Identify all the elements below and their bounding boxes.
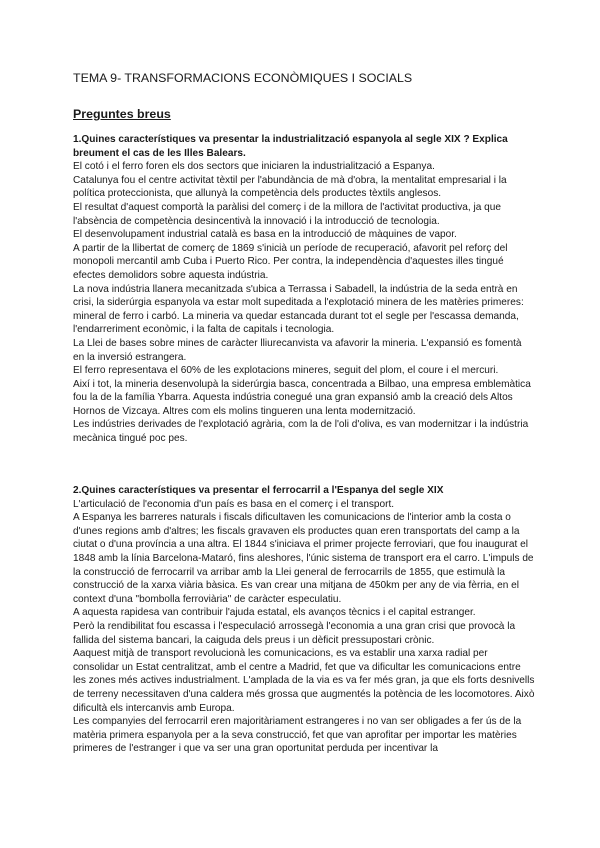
paragraph: A partir de la llibertat de comerç de 1869 s'inicià un període de recuperació, afavorit pel reforç del monopoli mercantil amb Cuba i Puerto Rico. Per contra, la independència d'aquestes illes tingué efectes demolidors sobre aquesta indústria. <box>73 242 508 281</box>
paragraph: A Espanya les barreres naturals i fiscals dificultaven les comunicacions de l'interior amb la costa o d'unes regions amb d'altres; les fiscals gravaven els productes quan eren transportats del camp a la ciutat o d'una província a una altra. El 1844 s'iniciava el primer projecte ferroviari, que fou inaugurat el 1848 amb la línia Barcelona-Mataró, fins aleshores, l'únic sistema de transport era el carro. L'impuls de la construcció de ferrocarril va arribar amb la Llei general de ferrocarrils de 1855, que estimulà la construcció de la xarxa viària bàsica. Es van crear una mitjana de 450km per any de via fèrria, en el context d'una "bombolla ferroviària" de caràcter especulatiu. <box>73 512 534 605</box>
paragraph: El desenvolupament industrial català es basa en la introducció de màquines de vapor. <box>73 229 457 241</box>
paragraph: Catalunya fou el centre activitat tèxtil per l'abundància de mà d'obra, la mentalitat empresarial i la política proteccionista, que allunyà la competència dels productes tèxtils anglesos. <box>73 174 507 200</box>
paragraph: Però la rendibilitat fou escassa i l'especulació arrossegà l'economia a una gran crisi que provocà la fallida del sistema bancari, la caiguda dels preus i un dèficit pressupostari crònic. <box>73 620 516 646</box>
paragraph: Aaquest mitjà de transport revolucionà les comunicacions, es va establir una xarxa radial per consolidar un Estat centralitzat, amb el centre a Madrid, fet que va dificultar les comunicacions entre les zones més actives industrialment. L'amplada de la via es va fer més gran, ja que els forts desnivells de terreny necessitaven d'una caldera més grossa que augmentés la potència de les locomotores. Això dificultà els intercanvis amb Europa. <box>73 648 535 714</box>
paragraph: El resultat d'aquest comportà la paràlisi del comerç i de la millora de l'activitat productiva, ja que l'absència de competència desincentivà la innovació i la introducció de tecnologia. <box>73 201 501 227</box>
question-1-heading: 1.Quines característiques va presentar la industrialització espanyola al segle XIX ? Explica breument el cas de les Illes Balears. <box>73 134 508 159</box>
paragraph: El ferro representava el 60% de les explotacions mineres, seguit del plom, el coure i el mercuri. <box>73 365 499 377</box>
paragraph: Les indústries derivades de l'explotació agrària, com la de l'oli d'oliva, es van modernitzar i la indústria mecànica tingué poc pes. <box>73 419 529 445</box>
document-title: TEMA 9- TRANSFORMACIONS ECONÒMIQUES I SOCIALS <box>73 71 413 85</box>
paragraph: Així i tot, la mineria desenvolupà la siderúrgia basca, concentrada a Bilbao, una empresa emblemàtica fou la de la família Ybarra. Aquesta indústria conegué una gran expansió amb la creació dels Altos Hornos de Vizcaya. Altres com els molins tingueren una lenta modernització. <box>73 378 531 417</box>
question-2-heading: 2.Quines característiques va presentar el ferrocarril a l'Espanya del segle XIX <box>73 485 444 496</box>
paragraph: Les companyies del ferrocarril eren majoritàriament estrangeres i no van ser obligades a fer ús de la matèria primera espanyola per a la seva construcció, fet que van aprofitar per importar les matèries primeres de l'estranger i que va ser una gran oportunitat perduda per incentivar la <box>73 716 522 755</box>
paragraph: L'articulació de l'economia d'un país es basa en el comerç i el transport. <box>73 498 395 510</box>
question-2-section <box>73 484 535 756</box>
section-subtitle: Preguntes breus <box>73 107 171 121</box>
paragraph: El cotó i el ferro foren els dos sectors que iniciaren la industrialització a Espanya. <box>73 161 435 173</box>
paragraph: A aquesta rapidesa van contribuir l'ajuda estatal, els avanços tècnics i el capital estranger. <box>73 607 476 619</box>
question-1-section <box>73 133 535 446</box>
paragraph: La Llei de bases sobre mines de caràcter lliurecanvista va afavorir la mineria. L'expansió es fomentà en la inversió estrangera. <box>73 337 522 363</box>
paragraph: La nova indústria llanera mecanitzada s'ubica a Terrassa i Sabadell, la indústria de la seda entrà en crisi, la siderúrgia espanyola va estar molt supeditada a l'explotació minera de les matèries primeres: mineral de ferro i carbó. La mineria va quedar estancada durant tot el segle per l'escassa demanda, l'endarreriment econòmic, i la falta de capitals i tecnologia. <box>73 283 524 336</box>
